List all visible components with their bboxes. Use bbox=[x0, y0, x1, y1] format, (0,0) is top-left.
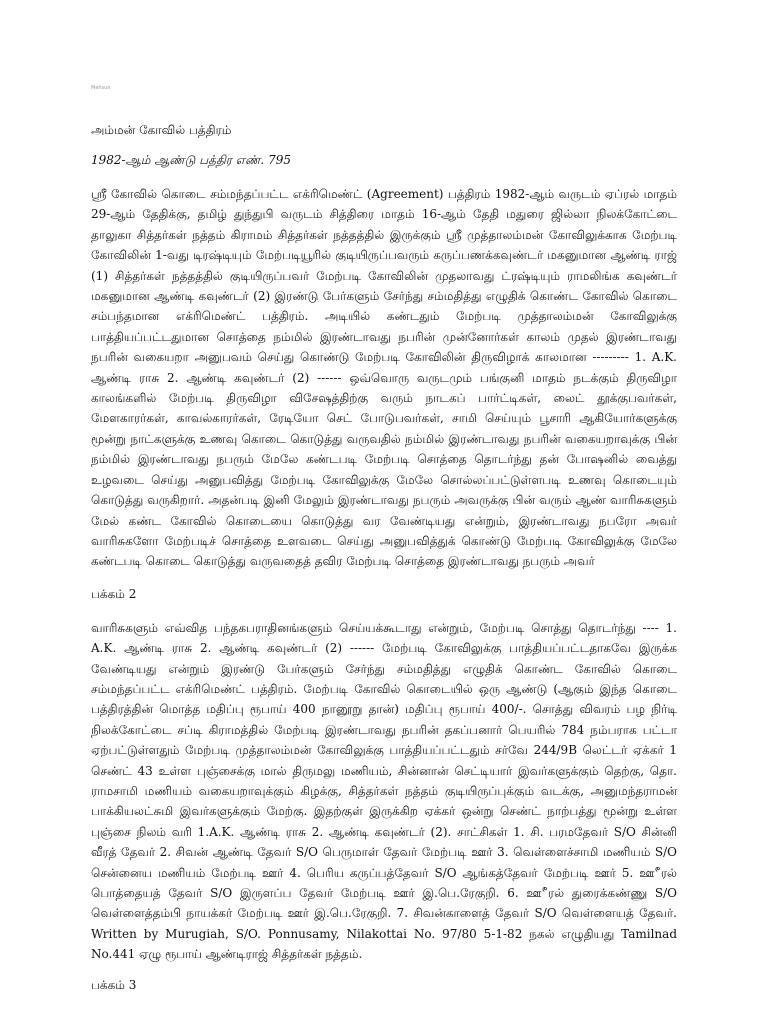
document-body bbox=[91, 122, 677, 993]
document-number: 1982-ஆம் ஆண்டு பத்திர எண். 795 bbox=[91, 153, 291, 167]
watermark-text: Mehsun bbox=[91, 85, 111, 91]
page-label-3: பக்கம் 3 bbox=[91, 977, 137, 992]
paragraph-page-1: ஸ்ரீ கோவில் கொடை சம்மந்தப்பட்ட எக்ரிமெண்ட் (Agreement) பத்திரம் 1982-ஆம் வருடம் ஏப்ரல் மாதம் 29-ஆம் தேதிக்கு, தமிழ் துந்துபி வருடம் சித்திரை மாதம் 16-ஆம் தேதி மதுரை ஜில்லா நிலக்கோட்டை தாலுகா சித்தர்கள் நத்தம் கிராமம் சித்தர்கள் நத்தத்தில் இருக்கும் ஸ்ரீ முத்தாலம்மன் கோவிலுக்காக மேற்படி கோவிலின் 1-வது டிரஷ்டியும் மேற்படியூரில் குடியிருப்பவரும் கருப்பணக்கவுண்டர் மகனுமான ஆண்டி ராஜ் (1) சித்தர்கள் நத்தத்தில் குடியிருப்பவர் மேற்படி கோவிலின் முதலாவது ட்ரஷ்டியும் ராமலிங்க கவுண்டர் மகனுமான ஆண்டி கவுண்டர் (2) இரண்டு பேர்களும் சேர்ந்து சம்மதித்து எழுதிக் கொண்ட கோவில் கொடை சம்பந்தமான எக்ரிமெண்ட் பத்திரம். அடியில் கண்டதும் மேற்படி முத்தாலம்மன் கோவிலுக்கு பாத்தியப்பட்டதுமான சொத்தை நம்மில் இரண்டாவது நபரின் முன்னோர்கள் காலம் முதல் இரண்டாவது நபரின் வகையறா அனுபவம் செய்து கொண்டு மேற்படி கோவிலின் திருவிழாக் காலமான --------- 1. A.K. ஆண்டி ராசு 2. ஆண்டி கவுண்டர் (2) ------ ஒவ்வொரு வருடமும் பங்குனி மாதம் நடக்கும் திருவிழா காலங்களில் மேற்படி திருவிழா விசேஷத்திற்கு வரும் நாடகப் பார்ட்டிகள், லைட் தூக்குபவர்கள், மேளகாரர்கள், காவல்காரர்கள், ரேடியோ செட் போடுபவர்கள், சாமி செய்யும் பூசாரி ஆகியோர்களுக்கு மூன்று நாட்களுக்கு உணவு கொடை கொடுத்து வருவதில் நம்மில் இரண்டாவது நபரின் வகையறாவுக்கு பின் நம்மில் இரண்டாவது நபரும் மேலே கண்டபடி மேற்படி சொத்தை தொடர்ந்து தன் போஷனில் வைத்து உழவடை செய்து அனுபவித்து மேற்படி கோவிலுக்கு மேலே சொல்லப்பட்டுள்ளபடி உணவு கொடையும் கொடுத்து வருகிறார். அதன்படி இனி மேலும் இரண்டாவது நபரும் அவருக்கு பின் வரும் ஆண் வாரிசுகளும் மேல் கண்ட கோவில் கொடையை கொடுத்து வர வேண்டியது என்றும், இரண்டாவது நபரோ அவர் வாரிசுகளோ மேற்படிச் சொத்தை உளவடை செய்து அனுபவித்துக் கொண்டு மேற்படி கோவிலுக்கு மேலே கண்டபடி கொடை கொடுத்து வருவதைத் தவிர மேற்படி சொத்தை இரண்டாவது நபரும் அவர் bbox=[91, 187, 677, 569]
document-title: அம்மன் கோவில் பத்திரம் bbox=[91, 123, 232, 137]
page-label-2: பக்கம் 2 bbox=[91, 586, 137, 601]
paragraph-page-2: வாரிசுகளும் எவ்வித பந்தகபராதினங்களும் செய்யக்கூடாது என்றும், மேற்படி சொத்து தொடர்ந்து ---- 1. A.K. ஆண்டி ராசு 2. ஆண்டி கவுண்டர் (2) ------ மேற்படி கோவிலுக்கு பாத்தியப்பட்டதாகவே இருக்க வேண்டியது என்றும் இரண்டு பேர்களும் சேர்ந்து சம்மதித்து எழுதிக் கொண்ட கோவில் கொடை சம்மந்தப்பட்ட எக்ரிமெண்ட் பத்திரம். மேற்படி கோவில் கொடையில் ஒரு ஆண்டு (ஆகும் இந்த கொடை பத்திரத்தின் மொத்த மதிப்பு ரூபாய் 400 நானூறு தான்) மதிப்பு ரூபாய் 400/-. சொத்து விவரம் பழ நிர்டி நிலக்கோட்டை சப்டி கிராமத்தில் மேற்படி இரண்டாவது நபரின் தகப்பனார் பெயரில் 784 நம்பராக பட்டா ஏற்பட்டுள்ளதும் மேற்படி முத்தாலம்மன் கோவிலுக்கு பாத்தியப்பட்டதும் சர்வே 244/9B லெட்டர் ஏக்கர் 1 செண்ட் 43 உள்ள புஞ்சைக்கு மால் திருமலு மணியம், சின்னான் செட்டியார் இவர்களுக்கும் தெற்கு, தொ. ராமசாமி மணியம் வகையறாவுக்கும் கிழக்கு, சித்தர்கள் நத்தம் குடியிருப்புக்கும் வடக்கு, அனுமந்தராமன் பாக்கியலட்சுமி இவர்களுக்கும் மேற்கு. இதற்குள் இருக்கிற ஏக்கர் ஒன்று செண்ட் நாற்பத்து மூன்று உள்ள புஞ்சை நிலம் வரி 1.A.K. ஆண்டி ராசு 2. ஆண்டி கவுண்டர் (2). சாட்சிகள் 1. சி. பரமதேவர் S/O சின்னி வீரத் தேவர் 2. சிவன் ஆண்டி தேவர் S/O பெருமாள் தேவர் மேற்படி ஊர் 3. வெள்ளைச்சாமி மணியம் S/O சென்னைய மணியம் மேற்படி ஊர் 4. பெரிய கருப்பத்தேவர் S/O ஆங்கத்தேவர் மேற்படி ஊர் 5. ஊீரல் பொத்தையத் தேவர் S/O இருளப்ப தேவர் மேற்படி ஊர் இ.பெ.ரேகுறி. 6. ஊீரல் துரைக்கண்ணு S/O வெள்ளைத்தம்பி நாயக்கர் மேற்படி ஊர் இ.பெ.ரேகுறி. 7. சிவன்காளைத் தேவர் S/O வெள்ளையத் தேவர். Written by Murugiah, S/O. Ponnusamy, Nilakottai No. 97/80 5-1-82 நகல் எழுதியது Tamilnad No.441 ஏழு ரூபாய் ஆண்டிராஜ் சித்தர்கள் நத்தம். bbox=[91, 620, 677, 962]
